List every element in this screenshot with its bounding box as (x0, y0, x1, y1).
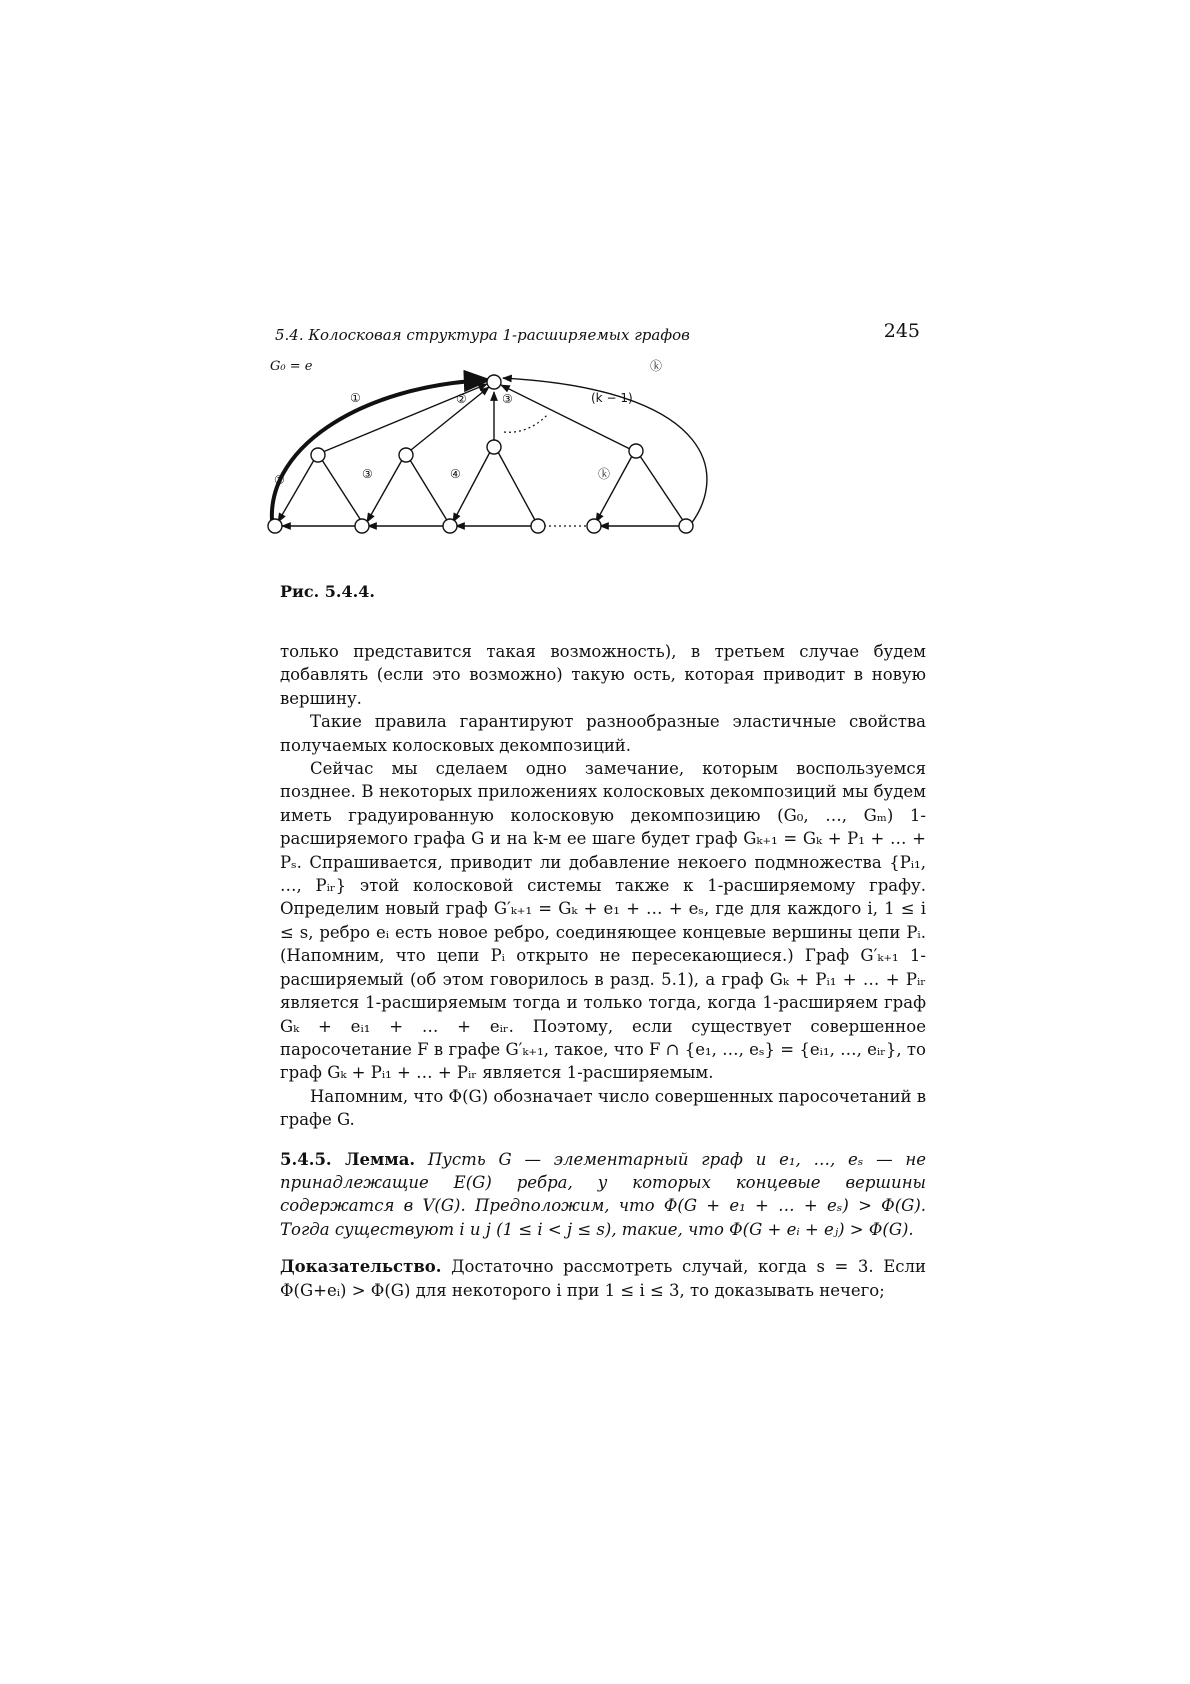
node-m4 (629, 444, 643, 458)
edge-2 (406, 387, 489, 454)
proof-title: Доказательство. (280, 1257, 442, 1277)
label-ear-2: ② (456, 392, 467, 406)
lemma-5-4-5 (280, 1148, 926, 1242)
dotted-arc (504, 414, 548, 432)
label-ear-4-bottom: ④ (450, 467, 461, 481)
proof-body: Достаточно рассмотреть случай, когда s = 3. Если Φ(G+eᵢ) > Φ(G) для некоторого i при 1 ≤ i ≤ 3, то доказывать нечего; (280, 1257, 926, 1300)
lemma-body: Пусть G — элементарный граф и e₁, …, eₛ — не принадлежащие E(G) ребра, у которых концевые вершины содержатся в V(G). Предположим, что Φ(G + e₁ + … + eₛ) > Φ(G). Тогда существуют i и j (1 ≤ i < j ≤ s), такие, что Φ(G + eᵢ + eⱼ) > Φ(G). (280, 1149, 927, 1239)
graph-diagram (270, 359, 790, 565)
paragraph-2: Такие правила гарантируют разнообразные эластичные свойства получаемых колосковых декомпозиций. (280, 712, 926, 755)
lemma-title: 5.4.5. Лемма. (280, 1149, 416, 1169)
edge-t2-right (410, 460, 448, 522)
node-m1 (311, 448, 325, 462)
edge-t3-left (453, 452, 490, 522)
edge-t1-right (322, 460, 362, 522)
node-m3 (487, 440, 501, 454)
body-text (280, 640, 926, 1302)
node-b3 (443, 519, 457, 533)
label-ear-k-bottom: ⓚ (598, 467, 611, 481)
node-b2 (355, 519, 369, 533)
label-ear-3-bottom: ③ (362, 467, 373, 481)
paragraph-3: Сейчас мы сделаем одно замечание, которым воспользуемся позднее. В некоторых приложениях колосковых декомпозиций мы будем иметь градуированную колосковую декомпозицию (G₀, …, Gₘ) 1-расширяемого графа G и на k-м ее шаге будет граф Gₖ₊₁ = Gₖ + P₁ + … + Pₛ. Спрашивается, приводит ли добавление некоего подмножества {Pᵢ₁, …, Pᵢᵣ} этой колосковой системы также к 1-расширяемому графу. Определим новый граф G′ₖ₊₁ = Gₖ + e₁ + … + eₛ, где для каждого i, 1 ≤ i ≤ s, ребро eᵢ есть новое ребро, соединяющее концевые вершины цепи Pᵢ. (Напомним, что цепи Pᵢ открыто не пересекающиеся.) Граф G′ₖ₊₁ 1-расширяемый (об этом говорилось в разд. 5.1), а граф Gₖ + Pᵢ₁ + … + Pᵢᵣ является 1-расширяемым тогда и только тогда, когда 1-расширяем граф Gₖ + eᵢ₁ + … + eᵢᵣ. Поэтому, если существует совершенное паросочетание F в графе G′ₖ₊₁, такое, что F ∩ {e₁, …, eₛ} = {eᵢ₁, …, eᵢᵣ}, то граф Gₖ + Pᵢ₁ + … + Pᵢᵣ является 1-расширяемым. (280, 759, 926, 1083)
node-b1 (268, 519, 282, 533)
figure-ear-decomposition (270, 359, 790, 565)
label-ear-3: ③ (502, 392, 513, 406)
label-ear-2-bottom: ② (274, 473, 285, 487)
figure-caption: Рис. 5.4.4. (280, 582, 375, 601)
paragraph-4: Напомним, что Φ(G) обозначает число совершенных паросочетаний в графе G. (280, 1086, 926, 1130)
node-b5 (587, 519, 601, 533)
edge-t4-right (640, 456, 684, 522)
edge-t3-right (498, 452, 536, 522)
node-b6 (679, 519, 693, 533)
label-ear-k-minus-1: (k − 1) (591, 391, 633, 405)
page-header (275, 320, 920, 352)
label-ear-k-top: ⓚ (650, 359, 663, 373)
running-title: 5.4. Колосковая структура 1-расширяемых графов (275, 326, 690, 344)
paragraph-1: только представится такая возможность), в третьем случае будем добавлять (если это возможно) такую ость, которая приводит в новую вершину. (280, 642, 926, 708)
node-top (487, 375, 501, 389)
label-ear-1: ① (350, 391, 361, 405)
g0-label: G₀ = e (270, 359, 313, 374)
node-b4 (531, 519, 545, 533)
edge-t4-left (596, 456, 632, 522)
page-number: 245 (883, 320, 920, 342)
proof (280, 1255, 926, 1302)
node-m2 (399, 448, 413, 462)
